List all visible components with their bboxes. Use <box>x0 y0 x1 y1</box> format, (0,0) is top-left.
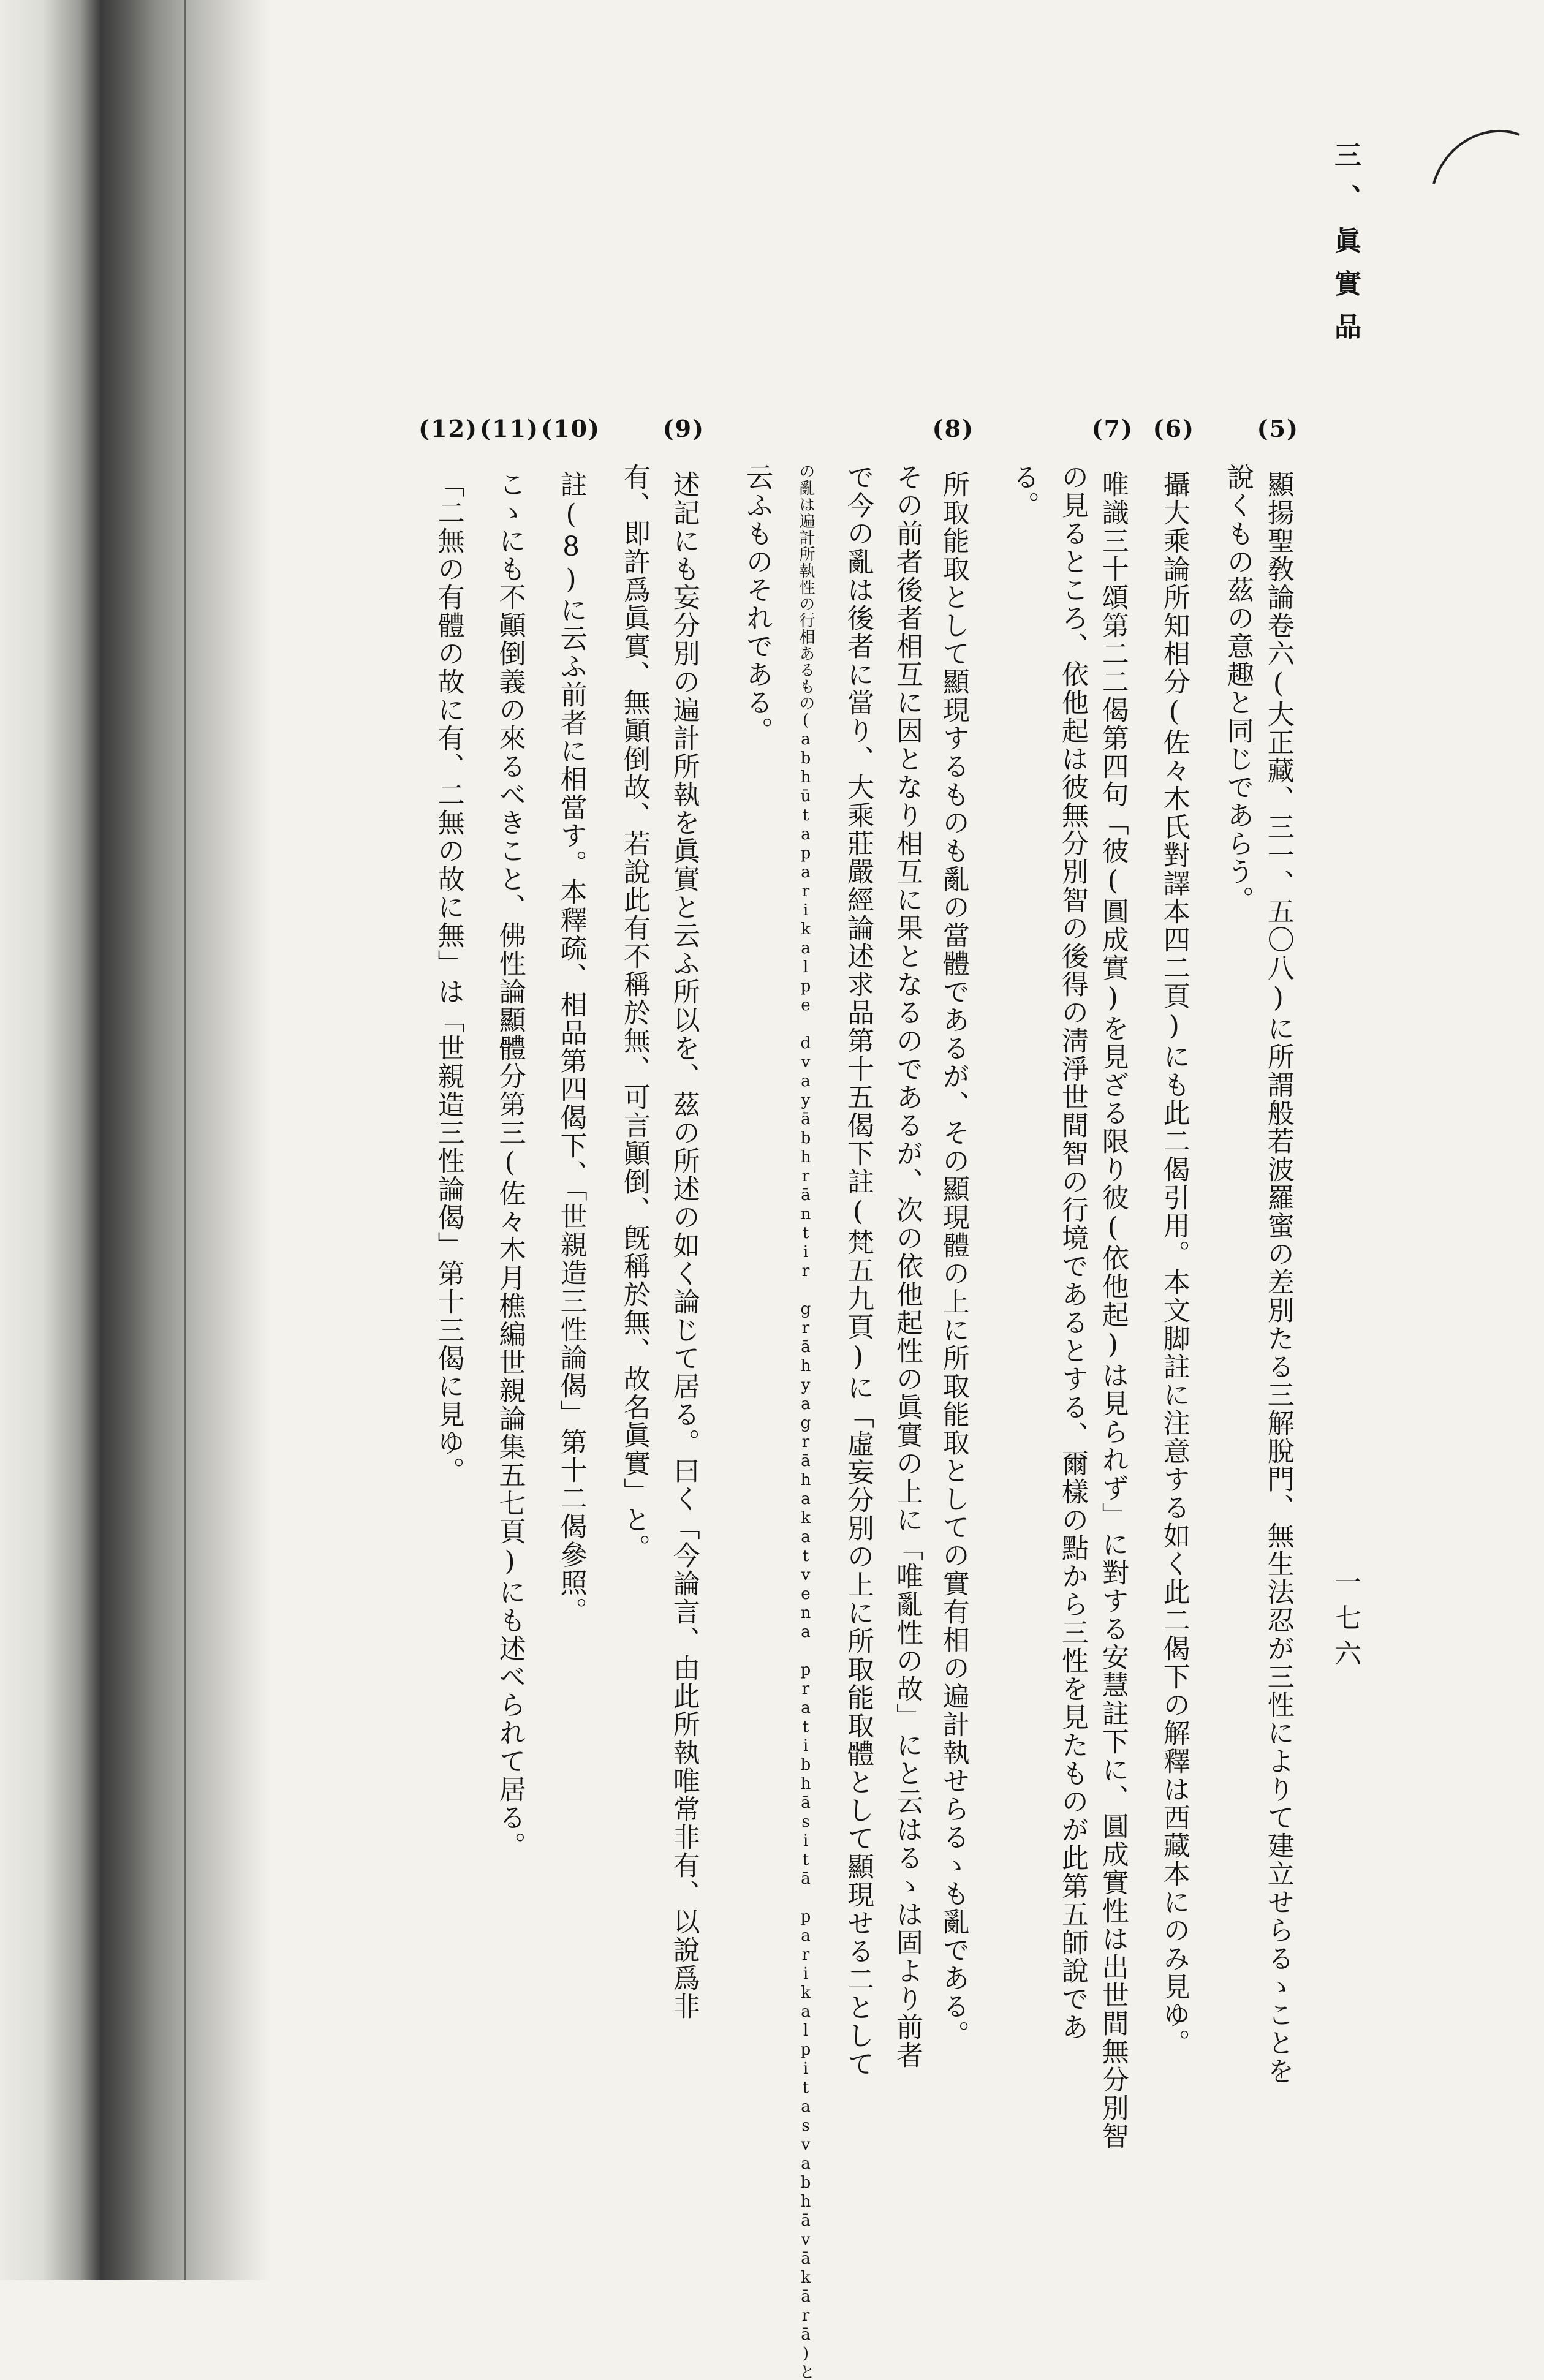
note-line <box>1092 410 1133 2150</box>
note-text: 唯識三十頌第二二偈第四句「彼(圓成實)を見ざる限り彼(依他起)は見られず」に對する安慧註下に、圓成實性は出世間無分別智 <box>1097 470 1129 2150</box>
note-line <box>616 463 653 1562</box>
note-line <box>1005 463 1042 519</box>
note-line <box>933 410 974 2049</box>
note-text: で今の亂は後者に當り、大乘莊嚴經論述求品第十五偈下註(梵五九頁)に「虛妄分別の上に所取能取體として顯現せる二として <box>842 463 874 2078</box>
note-line <box>888 463 925 2069</box>
note-number: (5) <box>1257 415 1299 442</box>
note-text: 攝大乘論所知相分(佐々木氏對譯本四二頁)にも此二偈引用。本文脚註に注意する如く此二偈下の解釋は西藏本にのみ見ゆ。 <box>1158 470 1190 2057</box>
note-text: る。 <box>1008 463 1039 519</box>
note-line <box>480 410 539 1860</box>
note-text: こゝにも不顚倒義の來るべきこと、佛性論顯體分第三(佐々木月樵編世親論集五七頁)にも述べられて居る。 <box>494 470 526 1860</box>
note-text: 所取能取として顯現するものも亂の當體であるが、その顯現體の上に所取能取としての實有相の遍計執せらるゝも亂である。 <box>937 470 969 2049</box>
note-line <box>1219 463 1256 914</box>
note-text: 顯揚聖敎論卷六(大正藏、三一、五〇八)に所謂般若波羅蜜の差別たる三解脫門、無生法忍が三性によりて建立せらるゝことを <box>1262 470 1294 2085</box>
note-line <box>418 410 478 1485</box>
note-text: 述記にも妄分別の遍計所執を眞實と云ふ所以を、茲の所述の如く論じて居る。曰く「今論言、由此所執唯常非有、以說爲非 <box>668 470 700 2020</box>
note-line <box>1054 463 1091 2041</box>
note-number: (11) <box>480 415 539 442</box>
note-text: その前者後者相互に因となり相互に果となるのであるが、次の依他起性の眞實の上に「唯亂性の故」にと云はるゝは固より前者 <box>891 463 923 2069</box>
note-number: (6) <box>1152 415 1195 442</box>
note-text: 云ふものそれである。 <box>741 463 773 745</box>
note-number: (9) <box>662 415 705 442</box>
note-line <box>541 410 600 1625</box>
note-number: (12) <box>418 415 478 442</box>
note-line <box>839 463 876 2078</box>
note-text: 有、即許爲眞實、無顚倒故、若說此有不稱於無、可言顚倒、旣稱於無、故名眞實」と。 <box>619 463 650 1562</box>
note-line <box>738 463 775 745</box>
page-number: 一七六 <box>1330 1568 1361 1675</box>
note-number: (8) <box>932 415 974 442</box>
note-text: 說くもの茲の意趣と同じであらう。 <box>1222 463 1254 914</box>
note-line <box>663 410 705 2020</box>
note-text: 「二無の有體の故に有、二無の故に無」は「世親造三性論偈」第十三偈に見ゆ。 <box>433 470 464 1485</box>
note-line <box>1153 410 1195 2057</box>
note-number: (10) <box>541 415 600 442</box>
note-line <box>787 463 824 2380</box>
pencil-mark <box>1428 116 1526 190</box>
note-text: の見るところ、依他起は彼無分別智の後得の淸淨世間智の行境であるとする、爾樣の點から三性を見たものが此第五師說であ <box>1057 463 1088 2041</box>
running-header-title: 三、眞實品 <box>1330 141 1361 355</box>
binding-shadow <box>0 0 270 2280</box>
note-number: (7) <box>1091 415 1133 442</box>
note-text: の亂は遍計所執性の行相あるもの(abhūtaparikalpe dvayābhrāntir grāhyagrāhakatvena pratibhāsitā parikalpitasvabhāvākārā)と <box>797 463 815 2380</box>
note-text: 註(8)に云ふ前者に相當す。本釋疏、相品第四偈下、「世親造三性論偈」第十二偈參照。 <box>555 470 587 1625</box>
note-line <box>1257 410 1299 2085</box>
